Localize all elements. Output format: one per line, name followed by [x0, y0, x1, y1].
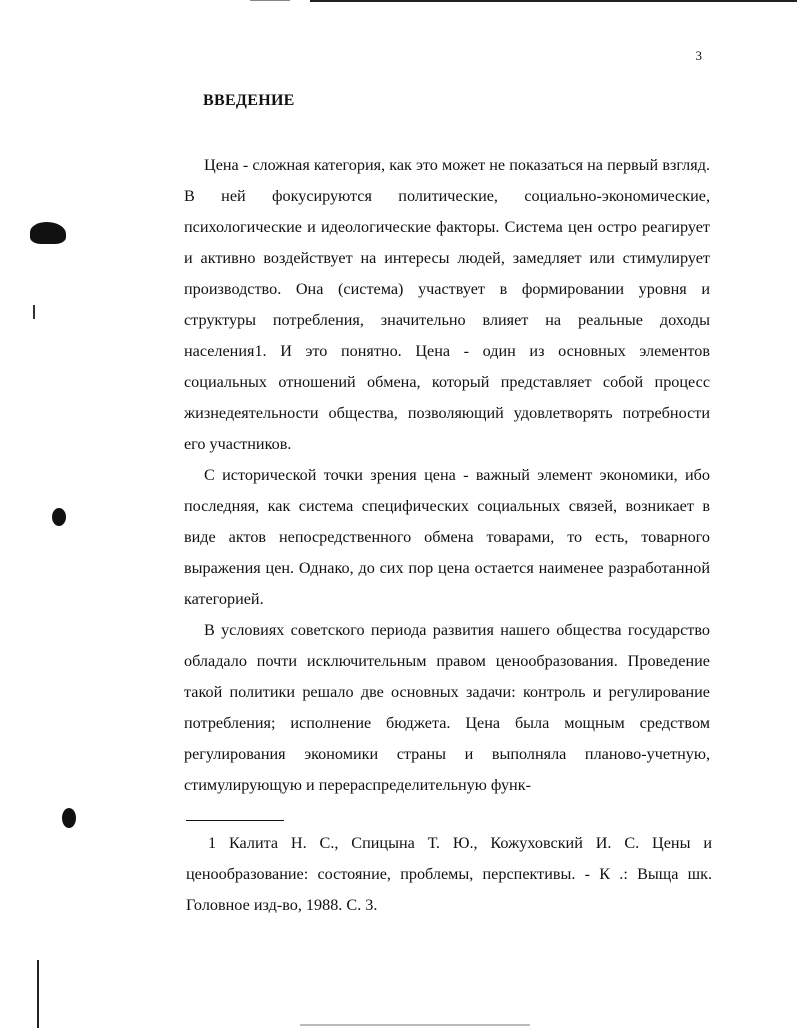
footnote	[186, 828, 712, 921]
scan-artifact-top-line-short	[250, 0, 290, 1]
footnote-text: 1 Калита Н. С., Спицына Т. Ю., Кожуховский И. С. Цены и ценообразование: состояние, проблемы, перспективы. - К .: Выща шк. Головное изд-во, 1988. С. 3.	[186, 834, 712, 914]
punch-hole-blot-middle	[52, 508, 66, 526]
paragraph: В условиях советского периода развития нашего общества государство обладало почти исключительным правом ценообразования. Проведение такой политики решало две основных задачи: контроль и регулирование потребления; исполнение бюджета. Цена была мощным средством регулирования экономики страны и выполняла планово-учетную, стимулирующую и перераспределительную функ-	[184, 621, 710, 794]
paragraph: Цена - сложная категория, как это может не показаться на первый взгляд. В ней фокусируются политические, социально-экономические, психологические и идеологические факторы. Система цен остро реагирует и активно воздействует на интересы людей, замедляет или стимулирует производство. Она (система) участвует в формировании уровня и структуры потребления, значительно влияет на реальные доходы населения1. И это понятно. Цена - один из основных элементов социальных отношений обмена, который представляет собой процесс жизнедеятельности общества, позволяющий удовлетворять потребности его участников.	[184, 156, 710, 453]
scan-artifact-top-line	[310, 0, 797, 2]
scan-artifact-mark	[33, 305, 35, 319]
body-text	[184, 150, 710, 801]
page-title: ВВЕДЕНИЕ	[203, 92, 295, 109]
punch-hole-blot-bottom	[62, 808, 76, 828]
punch-hole-blot-top	[30, 222, 66, 244]
scan-artifact-left-edge	[37, 960, 39, 1028]
scan-artifact-bottom-edge	[300, 1024, 530, 1026]
footnote-separator	[186, 820, 284, 821]
paragraph: С исторической точки зрения цена - важный элемент экономики, ибо последняя, как система специфических социальных связей, возникает в виде актов непосредственного обмена товарами, то есть, товарного выражения цен. Однако, до сих пор цена остается наименее разработанной категорией.	[184, 466, 710, 608]
page-number: 3	[695, 48, 702, 63]
